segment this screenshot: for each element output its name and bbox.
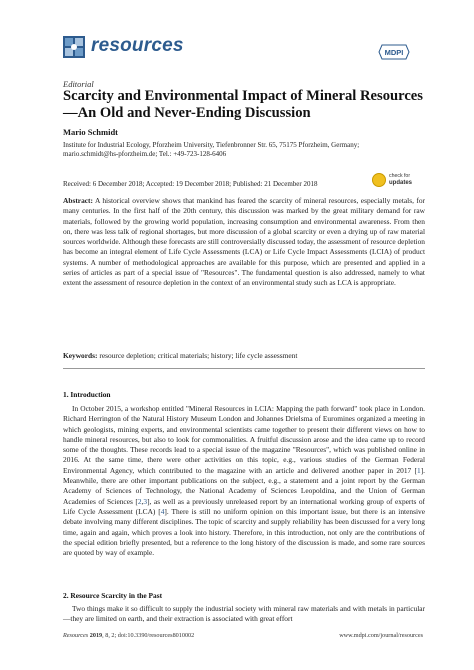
intro-text-b: ]. Meanwhile, there are other important publications on the subject, e.g., a statement and a joint report by the German Academy of Sciences of Technology, the National Academy of Sciences Leopoldina, and the Union of German Academies of Sciences [ (63, 465, 425, 506)
footer-website-link[interactable]: www.mdpi.com/journal/resources (339, 632, 423, 639)
footer-year: 2019 (89, 632, 103, 639)
affiliation-address: Institute for Industrial Ecology, Pforzheim University, Tiefenbronner Str. 65, 75175 Pforzheim, Germany; (63, 141, 360, 149)
abstract (63, 196, 425, 289)
check-updates-icon (372, 173, 386, 187)
footer-citation-rest[interactable]: , 8, 2; doi:10.3390/resources8010002 (102, 632, 195, 639)
section-heading-introduction: 1. Introduction (63, 390, 111, 399)
intro-text-d: ], as well as a previously unreleased report by an international working group of experts of Life Cycle Assessment (LCA) [ (63, 496, 425, 516)
check-updates-line2: updates (389, 179, 413, 186)
keywords-text: resource depletion; critical materials; history; life cycle assessment (99, 351, 298, 360)
article-title: Scarcity and Environmental Impact of Mineral Resources—An Old and Never-Ending Discussion (63, 88, 423, 121)
footer-journal: Resources (63, 632, 89, 639)
citation-link-1[interactable]: 1 (416, 465, 421, 475)
affiliation-contact[interactable]: mario.schmidt@hs-pforzheim.de; Tel.: +49-723-128-6406 (63, 150, 227, 158)
section-divider (63, 368, 425, 369)
introduction-paragraph (63, 404, 425, 558)
mdpi-logo[interactable] (378, 44, 410, 60)
check-updates-line1: check for (389, 173, 411, 179)
publication-dates: Received: 6 December 2018; Accepted: 19 December 2018; Published: 21 December 2018 (63, 180, 318, 188)
abstract-label: Abstract: (63, 196, 93, 205)
intro-text-c: , (141, 496, 144, 506)
check-for-updates-badge[interactable] (372, 172, 424, 190)
footer-citation (63, 632, 194, 639)
keywords (63, 351, 425, 361)
author-name: Mario Schmidt (63, 127, 119, 137)
citation-link-3[interactable]: 3 (143, 496, 148, 506)
intro-text-e: ]. There is still no uniform opinion on this important issue, but there is an intensive debate involving many different disciplines. The topic of scarcity and supply reliability has been discussed for a very long time, again and again, which proves a look into history. Therefore, in this introduction, not only are the contributions of the special edition briefly presented, but a reference to the long history of the discussion is made, and some rare sources are quoted by way of example. (63, 506, 425, 558)
check-updates-text (389, 173, 412, 186)
citation-link-2[interactable]: 2 (137, 496, 142, 506)
citation-link-4[interactable]: 4 (160, 506, 165, 516)
intro-text-a: In October 2015, a workshop entitled "Mineral Resources in LCIA: Mapping the path forward" took place in London. Richard Herrington of the Natural History Museum London and Johannes Drielsma of Euromines organized a meeting in which geologists, mining experts, and environmental scientists came together to present their different views on how to handle mineral resources, but also to look for commonalities. A fruitful discussion arose and the idea came up to record some of the thoughts. These records lead to a special issue of the magazine "Resources", which was published online in 2016. At the same time, there were other activities on this topic, e.g., various studies of the German Federal Environmental Agency, which contributed to the magazine with an article and delivered another paper in 2017 [ (63, 404, 425, 475)
resource-scarcity-paragraph: Two things make it so difficult to supply the industrial society with mineral raw materials and with metals in particular—they are limited on earth, and their extraction is associated with great effort (63, 604, 425, 624)
abstract-text: A historical overview shows that mankind has feared the scarcity of mineral resources, especially metals, for many centuries. In the first half of the 20th century, this discussion was marked by the great military demand for raw materials, followed by the growing world population, increasing consumption and environmental awareness. From then on, there was less talk of regional shortages, but more discussion of a global scarcity or even a drying up of raw material sources worldwide. Although these forecasts are still controversially discussed today, the assessment of resource depletion has become an integral element of Life Cycle Assessments (LCA) or Life Cycle Impact Assessments (LCIA) of product systems. A number of methodological approaches are available for this purpose, which are presented and applied in a series of articles as part of a special issue of "Resources". The fundamental question is also addressed, namely to what extent the assessment of resource depletion in the context of an environmental study such as LCA is appropriate. (63, 196, 425, 288)
keywords-label: Keywords: (63, 351, 98, 360)
journal-name[interactable]: resources (91, 35, 184, 56)
section-heading-resource-scarcity: 2. Resource Scarcity in the Past (63, 591, 163, 600)
journal-logo-icon (63, 36, 85, 58)
svg-text:MDPI: MDPI (384, 48, 404, 57)
author-affiliation (63, 141, 413, 159)
article-type-label: Editorial (63, 79, 94, 89)
